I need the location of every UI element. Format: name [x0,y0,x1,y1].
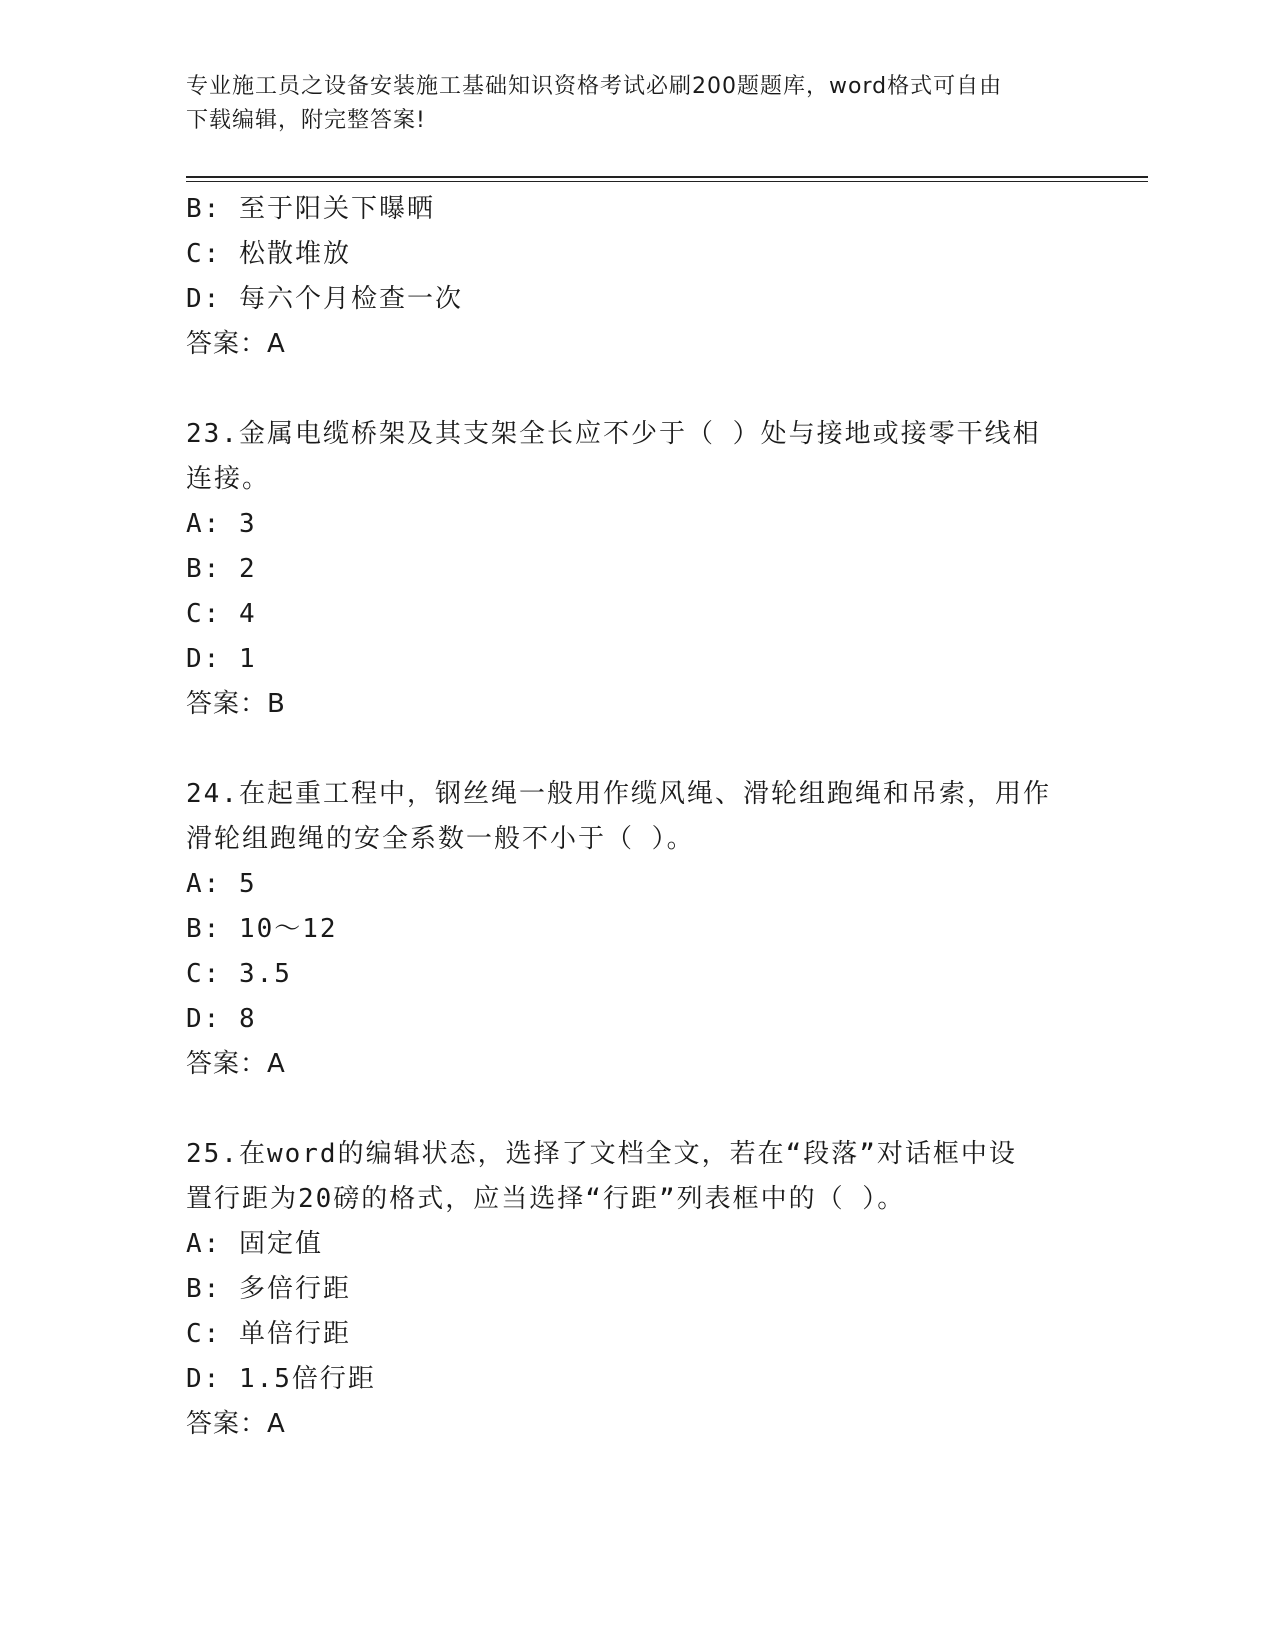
option-text: 2 [221,554,257,584]
option-line [186,1357,1086,1402]
option-letter: C: [186,1319,222,1349]
option-line [186,592,1086,637]
option-letter: D: [186,644,222,674]
question-block-prev [186,187,1086,367]
option-line [186,862,1086,907]
question-text-line: 置行距为20磅的格式，应当选择“行距”列表框中的（ ）。 [186,1184,906,1214]
question-text-line: 25.在word的编辑状态，选择了文档全文，若在“段落”对话框中设 [186,1139,1017,1169]
option-text: 10～12 [221,914,338,944]
option-letter: C: [186,239,222,269]
option-text: 固定值 [221,1229,323,1259]
option-text: 5 [221,869,257,899]
option-line [186,502,1086,547]
spacer [186,367,1086,412]
answer-line: 答案：A [186,1409,286,1439]
option-line [186,637,1086,682]
option-line [186,187,1086,232]
option-text: 1.5倍行距 [221,1364,376,1394]
document-body [186,187,1086,1447]
option-letter: D: [186,1364,222,1394]
option-text: 8 [221,1004,257,1034]
header-line-1: 专业施工员之设备安装施工基础知识资格考试必刷200题题库，word格式可自由 [186,74,1003,99]
option-line [186,907,1086,952]
option-letter: C: [186,599,222,629]
answer-line: 答案：A [186,1049,286,1079]
option-line [186,232,1086,277]
question-text-line: 滑轮组跑绳的安全系数一般不小于（ ）。 [186,824,695,854]
answer-line: 答案：A [186,329,286,359]
header-rule-thin [186,181,1148,182]
question-text-line: 23.金属电缆桥架及其支架全长应不少于（ ）处与接地或接零干线相 [186,419,1041,449]
option-line [186,547,1086,592]
spacer [186,727,1086,772]
spacer [186,1087,1086,1132]
option-line [186,1267,1086,1312]
option-text: 4 [221,599,257,629]
question-block-23 [186,412,1086,727]
option-letter: A: [186,869,222,899]
option-text: 多倍行距 [221,1274,351,1304]
answer-line: 答案：B [186,689,286,719]
question-text-line: 连接。 [186,464,271,494]
option-text: 3.5 [221,959,292,989]
question-block-25 [186,1132,1086,1447]
option-letter: D: [186,1004,222,1034]
option-text: 至于阳关下曝晒 [221,194,435,224]
option-line [186,1222,1086,1267]
option-line [186,1312,1086,1357]
option-text: 松散堆放 [221,239,351,269]
option-line [186,997,1086,1042]
option-text: 3 [221,509,257,539]
option-letter: B: [186,194,222,224]
option-line [186,952,1086,997]
option-text: 每六个月检查一次 [221,284,463,314]
option-letter: B: [186,554,222,584]
option-letter: B: [186,1274,222,1304]
header-line-2: 下载编辑，附完整答案! [186,108,426,133]
option-letter: A: [186,509,222,539]
option-letter: D: [186,284,222,314]
option-text: 单倍行距 [221,1319,351,1349]
option-line [186,277,1086,322]
option-letter: B: [186,914,222,944]
header-rule-thick [186,176,1148,178]
question-text-line: 24.在起重工程中，钢丝绳一般用作缆风绳、滑轮组跑绳和吊索，用作 [186,779,1051,809]
document-header [186,70,1066,138]
question-block-24 [186,772,1086,1087]
option-letter: A: [186,1229,222,1259]
option-letter: C: [186,959,222,989]
option-text: 1 [221,644,257,674]
